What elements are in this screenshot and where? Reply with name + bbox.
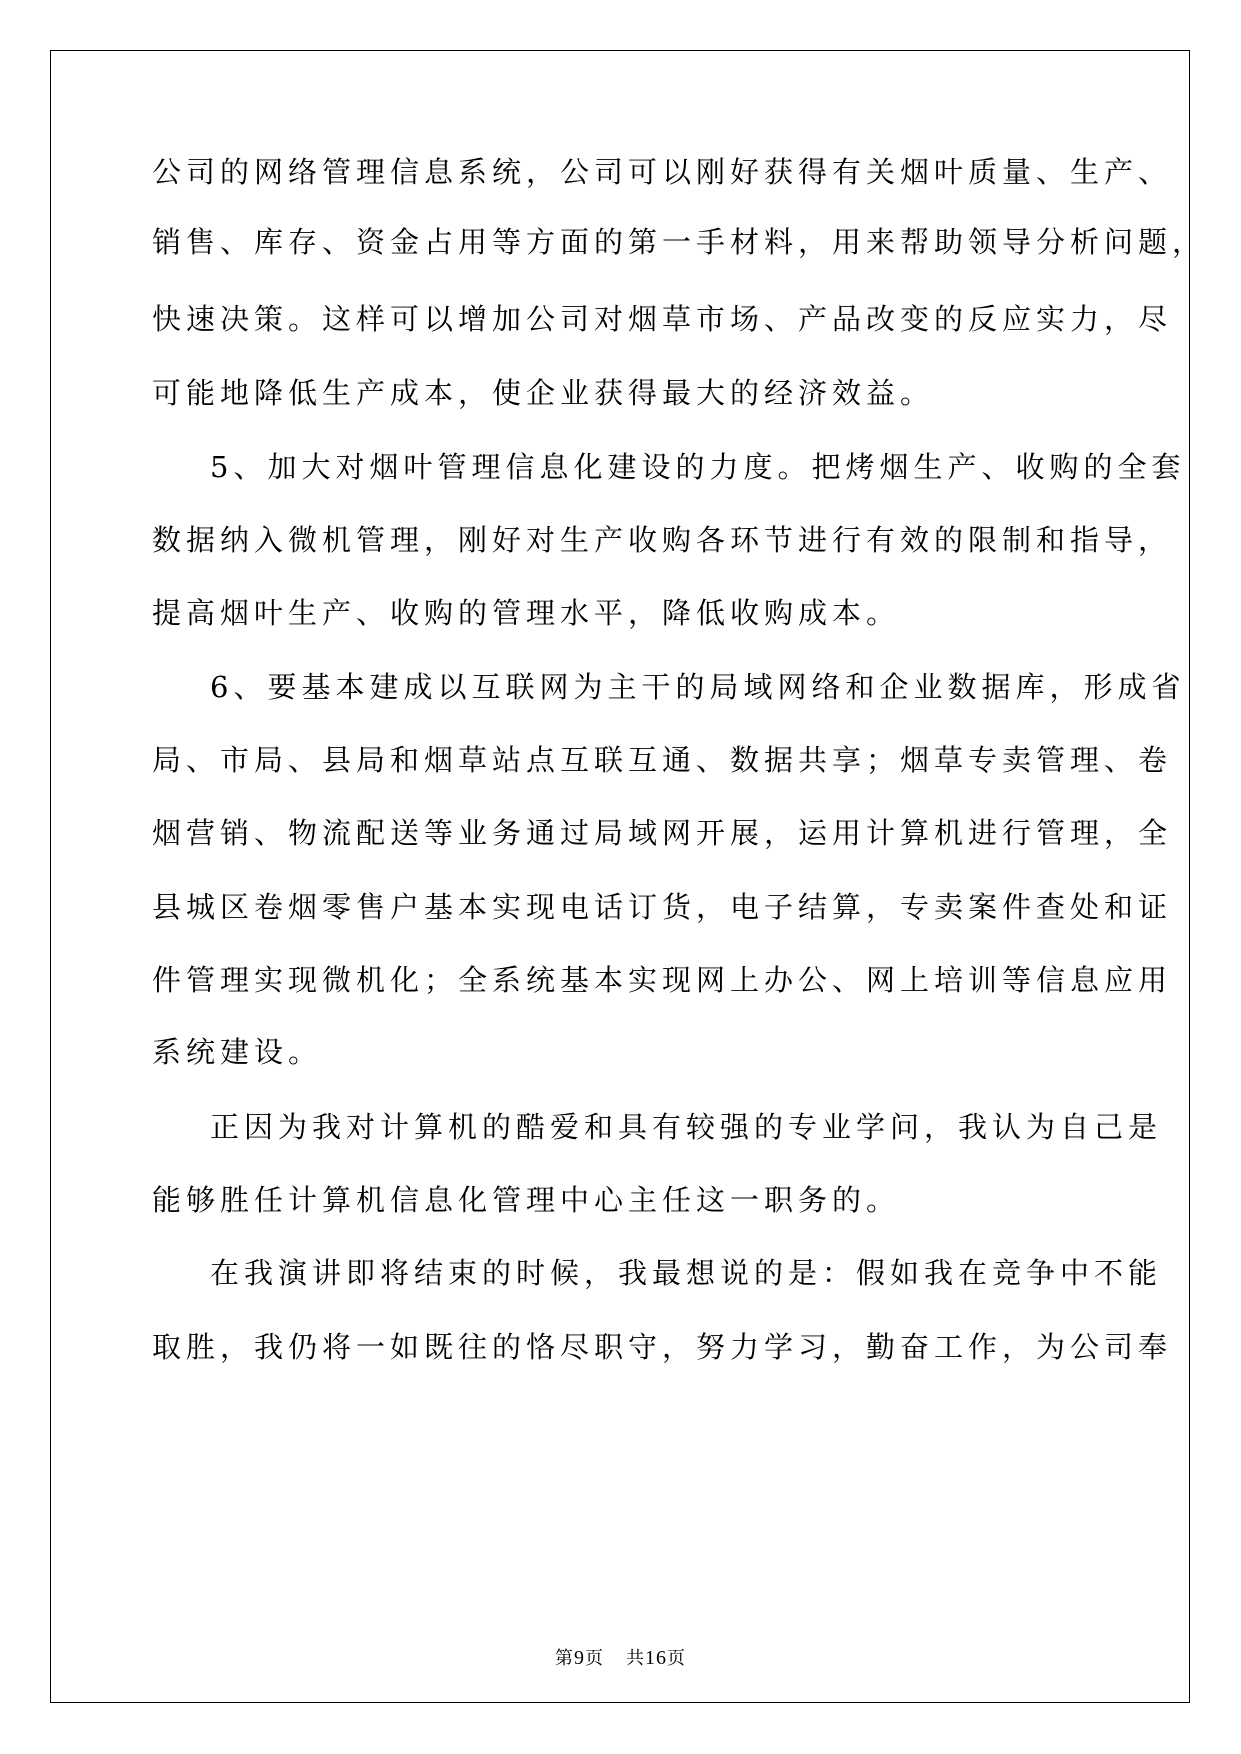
text-line: 取胜，我仍将一如既往的恪尽职守，努力学习，勤奋工作，为公司奉 [152, 1330, 1173, 1364]
text-line: 6、要基本建成以互联网为主干的局域网络和企业数据库，形成省 [210, 670, 1186, 704]
text-line: 可能地降低生产成本，使企业获得最大的经济效益。 [152, 376, 935, 410]
text-line: 系统建设。 [152, 1035, 323, 1069]
text-line: 5、加大对烟叶管理信息化建设的力度。把烤烟生产、收购的全套 [210, 450, 1186, 484]
text-line: 数据纳入微机管理，刚好对生产收购各环节进行有效的限制和指导， [152, 523, 1173, 557]
total-suffix: 页 [667, 1648, 686, 1668]
page-suffix: 页 [585, 1648, 604, 1668]
page-prefix: 第 [555, 1648, 574, 1668]
page-footer [0, 1646, 1241, 1670]
text-line: 正因为我对计算机的酷爱和具有较强的专业学问，我认为自己是 [210, 1110, 1163, 1144]
total-prefix: 共 [626, 1648, 645, 1668]
text-line: 在我演讲即将结束的时候，我最想说的是：假如我在竞争中不能 [210, 1256, 1163, 1290]
text-line: 提高烟叶生产、收购的管理水平，降低收购成本。 [152, 596, 901, 630]
text-line: 公司的网络管理信息系统，公司可以刚好获得有关烟叶质量、生产、 [152, 155, 1173, 189]
text-line: 快速决策。这样可以增加公司对烟草市场、产品改变的反应实力，尽 [152, 302, 1173, 336]
text-line: 销售、库存、资金占用等方面的第一手材料，用来帮助领导分析问题， [152, 225, 1207, 259]
page-border [50, 50, 1190, 1703]
text-line: 烟营销、物流配送等业务通过局域网开展，运用计算机进行管理，全 [152, 816, 1173, 850]
text-line: 县城区卷烟零售户基本实现电话订货，电子结算，专卖案件查处和证 [152, 890, 1173, 924]
total-pages: 16 [645, 1647, 667, 1669]
text-line: 件管理实现微机化；全系统基本实现网上办公、网上培训等信息应用 [152, 963, 1173, 997]
page-number: 9 [574, 1647, 585, 1669]
text-line: 局、市局、县局和烟草站点互联互通、数据共享；烟草专卖管理、卷 [152, 743, 1173, 777]
text-line: 能够胜任计算机信息化管理中心主任这一职务的。 [152, 1183, 901, 1217]
